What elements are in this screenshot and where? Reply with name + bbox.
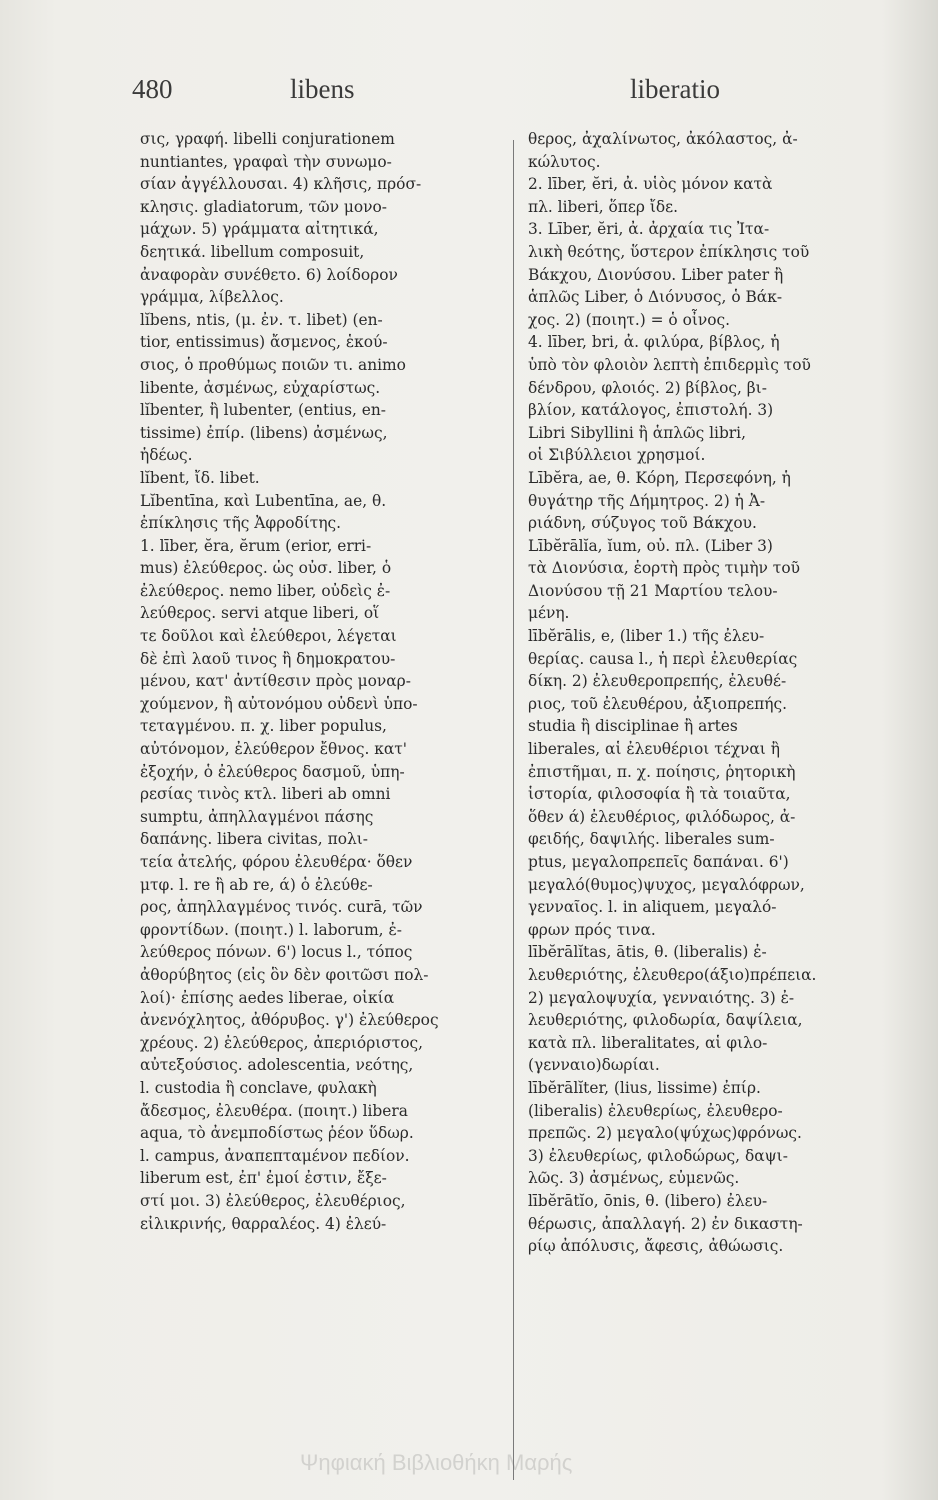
dictionary-line: λεύθερος πόνων. 6') locus l., τόπος <box>140 943 413 962</box>
dictionary-line: Διονύσου τῇ 21 Μαρτίου τελου- <box>528 581 778 600</box>
dictionary-line: θερος, ἀχαλίνωτος, ἀκόλαστος, ἀ- <box>528 130 798 148</box>
dictionary-line: ἄδεσμος, ἐλευθέρα. (ποιητ.) libera <box>140 1101 408 1120</box>
dictionary-line: Βάκχου, Διονύσου. Liber pater ἢ <box>528 265 784 284</box>
dictionary-line: μάχων. 5) γράμματα αἰτητικά, <box>140 220 379 239</box>
dictionary-line: ριος, τοῦ ἐλευθέρου, ἀξιοπρεπής. <box>528 694 787 713</box>
dictionary-line: λῶς. 3) ἀσμένως, εὐμενῶς. <box>528 1169 740 1188</box>
dictionary-line: 2. līber, ĕri, ἀ. υἱὸς μόνον κατὰ <box>528 175 773 194</box>
dictionary-line: δαπάνης. libera civitas, πολι- <box>140 830 368 849</box>
dictionary-line: λευθεριότης, φιλοδωρία, δαψίλεια, <box>528 1011 803 1030</box>
dictionary-line: l. campus, ἀναπεπταμένον πεδίον. <box>140 1146 410 1165</box>
dictionary-line: στί μοι. 3) ἐλεύθερος, ἐλευθέριος, <box>140 1191 406 1210</box>
dictionary-line: τὰ Διονύσια, ἑορτὴ πρὸς τιμὴν τοῦ <box>528 559 800 578</box>
left-column <box>140 128 510 1235</box>
footer-watermark: Ψηφιακή Βιβλιοθήκη Μαρής <box>300 1450 573 1475</box>
dictionary-line: lĭbenter, ἢ lubenter, (entius, en- <box>140 401 386 420</box>
dictionary-line: θυγάτηρ τῆς Δήμητρος. 2) ἡ Ἀ- <box>528 491 766 510</box>
dictionary-line: 3) ἐλευθερίως, φιλοδώρως, δαψι- <box>528 1146 788 1165</box>
dictionary-line: τεταγμένου. π. χ. liber populus, <box>140 717 387 736</box>
dictionary-line: βλίον, κατάλογος, ἐπιστολή. 3) <box>528 401 774 420</box>
dictionary-line: λευθεριότης, ἐλευθερο(άξιο)πρέπεια. <box>528 965 817 984</box>
dictionary-line: σις, γραφή. libelli conjurationem <box>140 130 395 148</box>
dictionary-line: (γενναιο)δωρίαι. <box>528 1056 660 1075</box>
dictionary-line: κλησις. gladiatorum, τῶν μονο- <box>140 197 387 216</box>
dictionary-line: τε δοῦλοι καὶ ἐλεύθεροι, λέγεται <box>140 627 397 646</box>
dictionary-line: τεία ἀτελής, φόρου ἐλευθέρα· ὅθεν <box>140 853 413 871</box>
dictionary-line: lĭbent, ἴδ. libet. <box>140 468 260 487</box>
dictionary-line: λεύθερος. servi atque liberi, οἵ <box>140 604 380 623</box>
page-number: 480 <box>132 74 173 104</box>
dictionary-line: γενναῖος. l. in aliquem, μεγαλό- <box>528 898 777 917</box>
dictionary-line: ἀναφορὰν συνέθετο. 6) λοίδορον <box>140 265 398 284</box>
dictionary-line: mus) ἐλεύθερος. ὡς οὐσ. liber, ὁ <box>140 559 392 578</box>
dictionary-line: ἀνενόχλητος, ἀθόρυβος. γ') ἐλεύθερος <box>140 1011 439 1030</box>
dictionary-line: αὐτεξούσιος. adolescentia, νεότης, <box>140 1056 414 1075</box>
dictionary-line: ρεσίας τινὸς κτλ. liberi ab omni <box>140 785 391 804</box>
dictionary-line: δὲ ἐπὶ λαοῦ τινος ἢ δημοκρατου- <box>140 649 396 668</box>
dictionary-line: σίαν ἀγγέλλουσαι. 4) κλῆσις, πρόσ- <box>140 175 422 194</box>
dictionary-line: ριάδνη, σύζυγος τοῦ Βάκχου. <box>528 514 757 533</box>
dictionary-line: lībĕrālis, e, (liber 1.) τῆς ἐλευ- <box>528 627 765 646</box>
dictionary-line: μένη. <box>528 604 570 623</box>
left-running-head: libens <box>290 74 355 104</box>
dictionary-line: χος. 2) (ποιητ.) = ὁ οἶνος. <box>528 310 731 329</box>
dictionary-line: ρος, ἀπηλλαγμένος τινός. curā, τῶν <box>140 898 423 917</box>
dictionary-line: aqua, τὸ ἀνεμποδίστως ῥέον ὕδωρ. <box>140 1124 414 1143</box>
dictionary-line: δίκη. 2) ἐλευθεροπρεπής, ἐλευθέ- <box>528 672 787 691</box>
dictionary-line: λοί)· ἐπίσης aedes liberae, οἰκία <box>140 988 395 1007</box>
dictionary-line: 3. Līber, ĕri, ἀ. ἀρχαία τις Ἰτα- <box>528 220 770 239</box>
dictionary-line: κατὰ πλ. liberalitates, αἱ φιλο- <box>528 1033 768 1052</box>
dictionary-line: εἰλικρινής, θαρραλέος. 4) ἐλεύ- <box>140 1214 387 1233</box>
dictionary-line: μεγαλό(θυμος)ψυχος, μεγαλόφρων, <box>528 875 805 894</box>
dictionary-line: ρίῳ ἀπόλυσις, ἄφεσις, ἀθώωσις. <box>528 1237 784 1256</box>
dictionary-line: 2) μεγαλοψυχία, γενναιότης. 3) ἐ- <box>528 988 795 1007</box>
dictionary-line: ἡδέως. <box>140 446 193 465</box>
dictionary-line: libente, ἀσμένως, εὐχαρίστως. <box>140 378 381 397</box>
dictionary-line: κώλυτος. <box>528 152 601 171</box>
dictionary-line: ἐλεύθερος. nemo liber, οὐδεὶς ἐ- <box>140 581 391 600</box>
dictionary-line: δένδρου, φλοιός. 2) βίβλος, βι- <box>528 378 767 397</box>
dictionary-line: Libri Sibyllini ἢ ἁπλῶς libri, <box>528 423 746 442</box>
dictionary-line: ἀθορύβητος (εἰς ὃν δὲν φοιτῶσι πολ- <box>140 965 429 984</box>
dictionary-line: θέρωσις, ἀπαλλαγή. 2) ἐν δικαστη- <box>528 1214 803 1233</box>
dictionary-line: ptus, μεγαλοπρεπεῖς δαπάναι. 6') <box>528 853 789 871</box>
dictionary-line: lĭbens, ntis, (μ. ἐν. τ. libet) (en- <box>140 310 383 329</box>
dictionary-line: tissime) ἐπίρ. (libens) ἀσμένως, <box>140 423 388 442</box>
dictionary-line: ἱστορία, φιλοσοφία ἢ τὰ τοιαῦτα, <box>528 785 791 804</box>
dictionary-line: lībĕrātĭo, ōnis, θ. (libero) ἐλευ- <box>528 1191 768 1210</box>
column-divider <box>513 140 514 1480</box>
dictionary-line: φειδής, δαψιλής. liberales sum- <box>528 830 775 849</box>
dictionary-line: studia ἢ disciplinae ἢ artes <box>528 717 738 736</box>
dictionary-line: Lībĕrālĭa, ĭum, οὐ. πλ. (Liber 3) <box>528 536 773 555</box>
dictionary-line: φρων πρός τινα. <box>528 920 656 939</box>
right-column <box>528 128 898 1258</box>
dictionary-line: σιος, ὁ προθύμως ποιῶν τι. animo <box>140 355 406 374</box>
dictionary-line: (liberalis) ἐλευθερίως, ἐλευθερο- <box>528 1101 783 1120</box>
dictionary-line: ἐπιστῆμαι, π. χ. ποίησις, ῥητορικὴ <box>528 762 796 781</box>
dictionary-line: οἱ Σιβύλλειοι χρησμοί. <box>528 446 706 465</box>
dictionary-line: δεητικά. libellum composuit, <box>140 242 365 261</box>
dictionary-line: λικὴ θεότης, ὕστερον ἐπίκλησις τοῦ <box>528 242 810 261</box>
dictionary-line: ἐπίκλησις τῆς Ἀφροδίτης. <box>140 514 342 533</box>
dictionary-line: ἁπλῶς Liber, ὁ Διόνυσος, ὁ Βάκ- <box>528 288 783 307</box>
dictionary-line: lībĕrālĭter, (lius, lissime) ἐπίρ. <box>528 1078 761 1097</box>
dictionary-line: φροντίδων. (ποιητ.) l. laborum, ἐ- <box>140 920 402 939</box>
dictionary-line: μτφ. l. re ἢ ab re, ά) ὁ ἐλεύθε- <box>140 875 373 894</box>
dictionary-line: γράμμα, λίβελλος. <box>140 288 284 307</box>
page-header <box>132 74 738 118</box>
dictionary-line: Lĭbentīna, καὶ Lubentīna, ae, θ. <box>140 491 387 510</box>
dictionary-line: μένου, κατ' ἀντίθεσιν πρὸς μοναρ- <box>140 672 411 691</box>
dictionary-line: sumptu, ἀπηλλαγμένοι πάσης <box>140 807 374 826</box>
dictionary-line: πρεπῶς. 2) μεγαλο(ψύχως)φρόνως. <box>528 1124 802 1143</box>
dictionary-line: ὑπὸ τὸν φλοιὸν λεπτὴ ἐπιδερμὶς τοῦ <box>528 355 811 374</box>
dictionary-line: lībĕrālĭtas, ātis, θ. (liberalis) ἐ- <box>528 943 767 962</box>
dictionary-line: tior, entissimus) ἄσμενος, ἑκού- <box>140 333 388 352</box>
dictionary-line: l. custodia ἢ conclave, φυλακὴ <box>140 1078 377 1097</box>
dictionary-line: χούμενον, ἢ αὐτονόμου οὐδενὶ ὑπο- <box>140 694 418 713</box>
dictionary-line: Lībĕra, ae, θ. Κόρη, Περσεφόνη, ἡ <box>528 468 791 487</box>
dictionary-line: ὅθεν ά) ἐλευθέριος, φιλόδωρος, ἀ- <box>528 807 796 826</box>
dictionary-line: θερίας. causa l., ἡ περὶ ἐλευθερίας <box>528 649 798 668</box>
right-running-head: liberatio <box>630 74 720 104</box>
dictionary-line: πλ. liberi, ὅπερ ἴδε. <box>528 197 678 216</box>
dictionary-line: liberales, αἱ ἐλευθέριοι τέχναι ἢ <box>528 740 780 759</box>
dictionary-line: nuntiantes, γραφαὶ τὴν συνωμο- <box>140 152 392 171</box>
dictionary-line: ἐξοχήν, ὁ ἐλεύθερος δασμοῦ, ὑπη- <box>140 762 405 781</box>
dictionary-line: 1. līber, ĕra, ĕrum (erior, erri- <box>140 536 372 555</box>
dictionary-line: χρέους. 2) ἐλεύθερος, ἀπεριόριστος, <box>140 1033 424 1052</box>
dictionary-line: liberum est, ἐπ' ἐμοί ἐστιν, ἔξε- <box>140 1169 387 1188</box>
dictionary-line: 4. līber, bri, ἀ. φιλύρα, βίβλος, ἡ <box>528 333 780 352</box>
dictionary-line: αὐτόνομον, ἐλεύθερον ἔθνος. κατ' <box>140 740 408 759</box>
